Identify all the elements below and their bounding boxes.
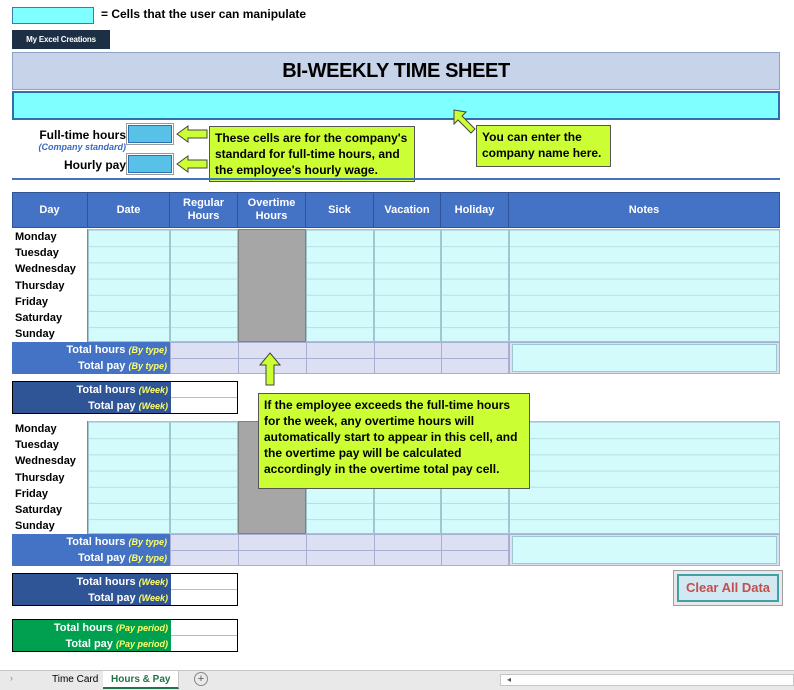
clear-all-label: Clear All Data	[677, 574, 779, 602]
col-header-holiday: Holiday	[441, 192, 509, 228]
week1-type-total-cells	[170, 342, 509, 374]
divider	[12, 178, 780, 180]
cell-divider	[171, 589, 237, 590]
day-label: Saturday	[15, 311, 63, 324]
week1-days	[12, 229, 88, 342]
col-header-sick: Sick	[306, 192, 374, 228]
fulltime-hours-label: Full-time hours	[39, 128, 126, 142]
fulltime-sub-label: (Company standard)	[38, 142, 126, 152]
standard-callout: These cells are for the company's standard for full-time hours, and the employee's hourly wage.	[209, 126, 415, 182]
period-pay-label: Total pay (Pay period)	[65, 638, 168, 650]
week-hours-label: Total hours (Week)	[76, 576, 168, 588]
week2-totals	[12, 573, 238, 606]
day-label: Wednesday	[15, 455, 76, 468]
week2-days	[12, 421, 88, 534]
add-sheet-icon[interactable]: +	[194, 672, 208, 686]
col-header-day: Day	[12, 192, 88, 228]
arrow-left-icon	[176, 125, 208, 143]
week-pay-label: Total pay (Week)	[88, 400, 168, 412]
week1-date-cells[interactable]	[88, 229, 170, 342]
day-label: Friday	[15, 295, 49, 308]
day-label: Friday	[15, 487, 49, 500]
week2-regular-cells[interactable]	[170, 421, 238, 534]
day-label: Saturday	[15, 503, 63, 516]
arrow-up-left-icon	[452, 108, 476, 134]
company-name-input[interactable]	[12, 91, 780, 120]
hourly-pay-label: Hourly pay	[63, 158, 126, 172]
brand-logo: My Excel Creations	[12, 30, 110, 49]
total-hours-label: Total hours (By type)	[66, 344, 167, 356]
arrow-left-icon	[176, 155, 208, 173]
week1-notes-cells[interactable]	[509, 229, 780, 342]
period-totals	[12, 619, 238, 652]
scroll-left-icon[interactable]: ◂	[507, 675, 512, 684]
week2-notes-cells[interactable]	[509, 421, 780, 534]
week1-regular-cells[interactable]	[170, 229, 238, 342]
hourly-pay-input[interactable]	[128, 155, 172, 173]
day-label: Sunday	[15, 520, 55, 533]
week-hours-label: Total hours (Week)	[76, 384, 168, 396]
page-title: BI-WEEKLY TIME SHEET	[12, 52, 780, 90]
cell-divider	[171, 397, 237, 398]
col-header-overtime: Overtime Hours	[238, 192, 306, 228]
total-pay-label: Total pay (By type)	[77, 360, 167, 372]
day-label: Tuesday	[15, 247, 59, 260]
week2-type-totals	[12, 534, 170, 566]
arrow-up-icon	[259, 352, 281, 386]
week1-holiday-cells[interactable]	[441, 229, 509, 342]
horizontal-scrollbar[interactable]	[500, 674, 794, 686]
day-label: Thursday	[15, 279, 65, 292]
period-hours-label: Total hours (Pay period)	[53, 622, 168, 634]
week2-type-total-cells	[170, 534, 509, 566]
week-pay-label: Total pay (Week)	[88, 592, 168, 604]
col-header-vacation: Vacation	[374, 192, 441, 228]
week2-date-cells[interactable]	[88, 421, 170, 534]
col-header-date: Date	[88, 192, 170, 228]
day-label: Monday	[15, 423, 57, 435]
week2-summary-notes[interactable]	[512, 536, 777, 564]
week1-vacation-cells[interactable]	[374, 229, 441, 342]
week1-summary-notes[interactable]	[512, 344, 777, 372]
tab-time-card[interactable]: Time Card	[44, 671, 107, 689]
total-pay-label: Total pay (By type)	[77, 552, 167, 564]
week1-totals	[12, 381, 238, 414]
day-label: Tuesday	[15, 439, 59, 452]
total-hours-label: Total hours (By type)	[66, 536, 167, 548]
week1-sick-cells[interactable]	[306, 229, 374, 342]
tab-hours-pay[interactable]: Hours & Pay	[103, 671, 179, 689]
legend-swatch	[12, 7, 94, 24]
cell-divider	[171, 635, 237, 636]
day-label: Sunday	[15, 328, 55, 341]
company-callout: You can enter the company name here.	[476, 125, 611, 167]
week1-overtime-cells	[238, 229, 306, 342]
col-header-notes: Notes	[509, 192, 780, 228]
tab-scroll-icon[interactable]: ›	[10, 673, 13, 683]
legend-text: = Cells that the user can manipulate	[101, 7, 307, 21]
overtime-callout: If the employee exceeds the full-time hours for the week, any overtime hours will automatically start to appear in this cell, and the overtime pay will be calculated accordingly in the overtime total pay cell.	[258, 393, 530, 489]
week1-type-totals	[12, 342, 170, 374]
col-header-regular: Regular Hours	[170, 192, 238, 228]
day-label: Thursday	[15, 471, 65, 484]
day-label: Monday	[15, 231, 57, 243]
day-label: Wednesday	[15, 263, 76, 276]
clear-all-button[interactable]	[673, 570, 783, 606]
fulltime-hours-input[interactable]	[128, 125, 172, 143]
